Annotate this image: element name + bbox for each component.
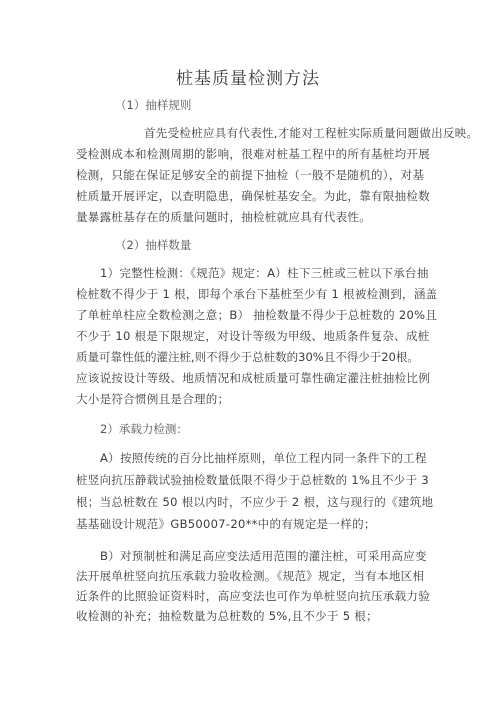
paragraph-line: A）按照传统的百分比抽样原则，单位工程内同一条件下的工程 — [100, 451, 427, 465]
paragraph-line: 1）完整性检测：《规范》规定：A）柱下三桩或三桩以下承台抽 — [100, 266, 429, 280]
paragraph-line: 桩竖向抗压静载试验抽检数量低限不得少于总桩数的 1%且不少于 3 — [76, 473, 429, 487]
paragraph-line: 检测，只能在保证足够安全的前提下抽检（一般不是随机的），对基 — [76, 168, 425, 182]
paragraph-line: 了单桩单柱应全数检测之意；B） 抽检数量不得少于总桩数的 20%且 — [76, 308, 438, 322]
section-heading-capacity-test: 2）承载力检测： — [100, 422, 188, 436]
paragraph-line: 质量可靠性低的灌注桩,则不得少于总桩数的30%且不得少于20根。 — [76, 350, 419, 364]
paragraph-line: 根；当总桩数在 50 根以内时，不应少于 2 根，这与现行的《建筑地 — [76, 495, 434, 509]
paragraph-line: B）对预制桩和满足高应变法适用范围的灌注桩，可采用高应变 — [100, 549, 427, 563]
paragraph-line: 大小是符合惯例且是合理的； — [76, 392, 230, 406]
section-heading-sampling-quantity: （2）抽样数量 — [115, 238, 192, 252]
document-title: 桩基质量检测方法 — [176, 69, 320, 89]
section-heading-sampling-rules: （1）抽样规则 — [115, 98, 192, 112]
paragraph-line: 应该说按设计等级、地质情况和成桩质量可靠性确定灌注桩抽检比例 — [76, 371, 430, 385]
paragraph-line: 收检测的补充；抽检数量为总桩数的 5%,且不少于 5 根； — [76, 609, 378, 623]
paragraph-line: 首先受检桩应具有代表性,才能对工程桩实际质量问题做出反映。 — [144, 126, 479, 140]
paragraph-line: 受检测成本和检测周期的影响，很难对桩基工程中的所有基桩均开展 — [76, 147, 430, 161]
paragraph-line: 量暴露桩基存在的质量问题时，抽检桩就应具有代表性。 — [76, 210, 371, 224]
paragraph-line: 桩质量开展评定，以查明隐患，确保桩基安全。为此，靠有限抽检数 — [76, 189, 430, 203]
paragraph-line: 近条件的比照验证资料时，高应变法也可作为单桩竖向抗压承载力验 — [76, 589, 430, 603]
paragraph-line: 检桩数不得少于 1 根，即每个承台下基桩至少有 1 根被检测到，涵盖 — [76, 287, 438, 301]
paragraph-line: 不少于 10 根是下限规定，对设计等级为甲级、地质条件复杂、成桩 — [76, 329, 430, 343]
paragraph-line: 法开展单桩竖向抗压承载力验收检测。《规范》规定，当有本地区相 — [76, 569, 425, 583]
paragraph-line: 基基础设计规范》GB50007-20**中的有规定是一样的； — [76, 517, 376, 531]
